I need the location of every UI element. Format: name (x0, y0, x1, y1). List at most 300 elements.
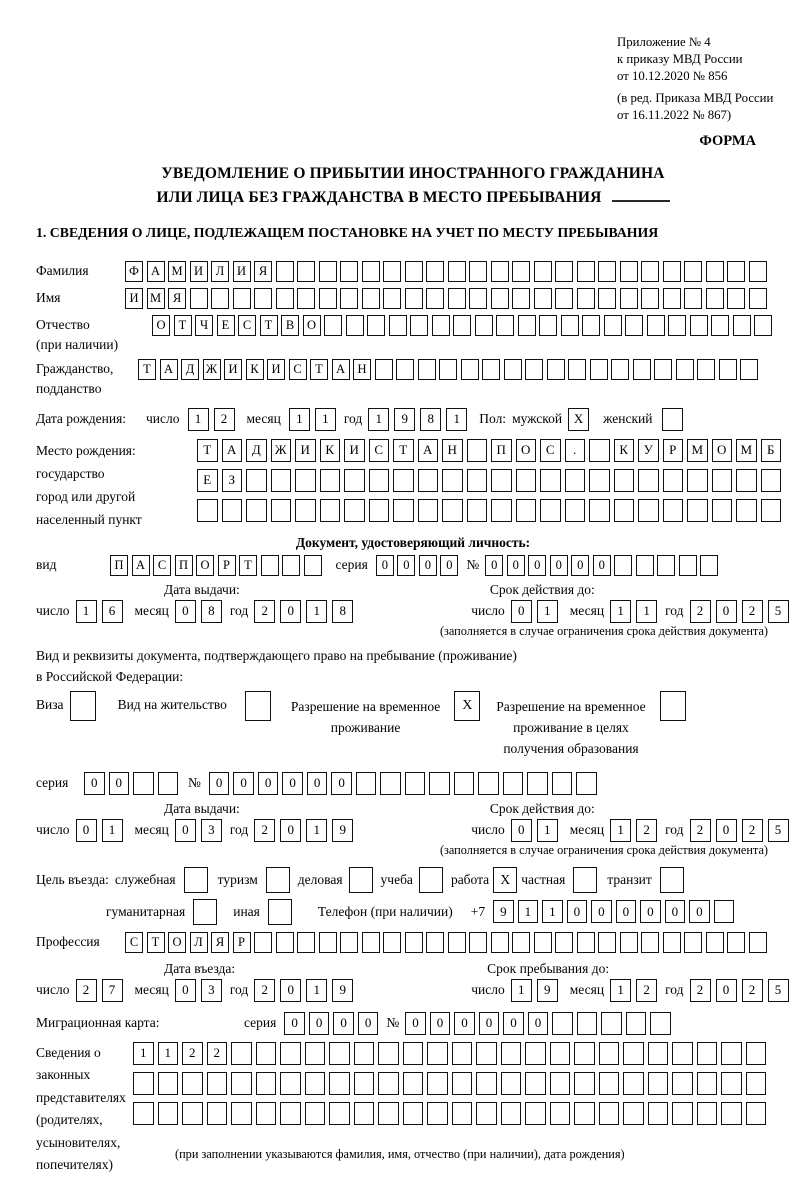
id-kind-cell[interactable]: П (110, 555, 128, 576)
citizenship-cell[interactable]: И (267, 359, 285, 380)
citizenship-cell[interactable] (654, 359, 672, 380)
citizenship-cell[interactable] (375, 359, 393, 380)
birthplace-cell[interactable]: У (638, 439, 659, 462)
res-issue-day-cell[interactable]: 0 (76, 819, 97, 842)
birth-year-cell[interactable]: 1 (446, 408, 467, 431)
name-cell[interactable] (512, 288, 530, 309)
legal-rep-cell[interactable] (329, 1072, 350, 1095)
migration-number-cell[interactable] (601, 1012, 622, 1035)
patronymic-cell[interactable]: В (281, 315, 299, 336)
migration-series-cell[interactable]: 0 (358, 1012, 379, 1035)
legal-rep-cell[interactable] (231, 1042, 252, 1065)
profession-cell[interactable] (555, 932, 573, 953)
citizenship-cell[interactable]: А (160, 359, 178, 380)
legal-rep-cell[interactable] (207, 1102, 228, 1125)
id-issue-month-cell[interactable]: 0 (175, 600, 196, 623)
birthplace-cell[interactable]: Ж (271, 439, 292, 462)
legal-rep-cell[interactable] (133, 1072, 154, 1095)
residence-series-cell[interactable]: 0 (84, 772, 105, 795)
legal-rep-cell[interactable] (305, 1102, 326, 1125)
residence-number-cell[interactable] (503, 772, 524, 795)
birthplace-cell[interactable]: С (369, 439, 390, 462)
birthplace-cell[interactable] (467, 469, 488, 492)
id-valid-year-cell[interactable]: 5 (768, 600, 789, 623)
patronymic-cell[interactable]: Ч (195, 315, 213, 336)
legal-rep-cell[interactable] (648, 1072, 669, 1095)
phone-cell[interactable]: 1 (518, 900, 539, 923)
legal-rep-cell[interactable] (574, 1042, 595, 1065)
name-cell[interactable] (641, 288, 659, 309)
stay-month-cell[interactable]: 1 (610, 979, 631, 1002)
id-valid-day-cell[interactable]: 1 (537, 600, 558, 623)
stay-year-cell[interactable]: 2 (742, 979, 763, 1002)
stay-day-cell[interactable]: 1 (511, 979, 532, 1002)
profession-cell[interactable] (469, 932, 487, 953)
name-cell[interactable]: И (125, 288, 143, 309)
legal-rep-cell[interactable] (403, 1042, 424, 1065)
surname-cell[interactable] (706, 261, 724, 282)
legal-rep-cell[interactable] (427, 1072, 448, 1095)
birthplace-cell[interactable] (271, 469, 292, 492)
id-issue-year-cell[interactable]: 0 (280, 600, 301, 623)
patronymic-cell[interactable] (475, 315, 493, 336)
profession-cell[interactable] (663, 932, 681, 953)
birthplace-cell[interactable] (197, 499, 218, 522)
profession-cell[interactable] (577, 932, 595, 953)
birthplace-cell[interactable] (393, 499, 414, 522)
birthplace-cell[interactable]: Т (393, 439, 414, 462)
citizenship-cell[interactable]: И (224, 359, 242, 380)
legal-rep-cell[interactable] (501, 1072, 522, 1095)
legal-rep-cell[interactable] (182, 1072, 203, 1095)
birthplace-cell[interactable] (736, 499, 757, 522)
legal-rep-cell[interactable] (231, 1072, 252, 1095)
legal-rep-cell[interactable] (501, 1102, 522, 1125)
birthplace-cell[interactable]: К (614, 439, 635, 462)
birthplace-cell[interactable]: А (418, 439, 439, 462)
legal-rep-cell[interactable] (672, 1042, 693, 1065)
id-valid-month-cell[interactable]: 1 (610, 600, 631, 623)
id-issue-day-cell[interactable]: 6 (102, 600, 123, 623)
citizenship-cell[interactable]: К (246, 359, 264, 380)
profession-cell[interactable] (512, 932, 530, 953)
legal-rep-cell[interactable] (746, 1072, 767, 1095)
legal-rep-cell[interactable] (501, 1042, 522, 1065)
legal-rep-cell[interactable] (697, 1042, 718, 1065)
id-issue-day-cell[interactable]: 1 (76, 600, 97, 623)
birthplace-cell[interactable] (295, 469, 316, 492)
legal-rep-cell[interactable] (427, 1102, 448, 1125)
id-number-cell[interactable] (614, 555, 632, 576)
birth-year-cell[interactable]: 8 (420, 408, 441, 431)
surname-cell[interactable] (362, 261, 380, 282)
citizenship-cell[interactable] (633, 359, 651, 380)
other-checkbox-cell[interactable] (268, 899, 292, 925)
surname-cell[interactable] (620, 261, 638, 282)
birth-month-cell[interactable]: 1 (289, 408, 310, 431)
birth-month-cell[interactable]: 1 (315, 408, 336, 431)
patronymic-cell[interactable] (496, 315, 514, 336)
legal-rep-cell[interactable] (256, 1042, 277, 1065)
birthplace-cell[interactable]: М (687, 439, 708, 462)
birth-day-cell[interactable]: 1 (188, 408, 209, 431)
id-issue-year-cell[interactable]: 2 (254, 600, 275, 623)
residence-number-cell[interactable] (405, 772, 426, 795)
birthplace-cell[interactable] (638, 499, 659, 522)
patronymic-cell[interactable] (754, 315, 772, 336)
legal-rep-cell[interactable] (378, 1102, 399, 1125)
residence-number-cell[interactable]: 0 (258, 772, 279, 795)
res-valid-year-cell[interactable]: 5 (768, 819, 789, 842)
patronymic-cell[interactable]: О (152, 315, 170, 336)
res-valid-day-cell[interactable]: 1 (537, 819, 558, 842)
citizenship-cell[interactable] (461, 359, 479, 380)
surname-cell[interactable] (319, 261, 337, 282)
official-checkbox-cell[interactable] (184, 867, 208, 893)
residence-series-cell[interactable]: 0 (109, 772, 130, 795)
profession-cell[interactable]: Р (233, 932, 251, 953)
work-checkbox-cell[interactable]: X (493, 867, 517, 893)
legal-rep-cell[interactable] (133, 1102, 154, 1125)
surname-cell[interactable] (534, 261, 552, 282)
name-cell[interactable] (534, 288, 552, 309)
birthplace-cell[interactable]: М (736, 439, 757, 462)
patronymic-cell[interactable] (389, 315, 407, 336)
id-series-cell[interactable]: 0 (440, 555, 458, 576)
surname-cell[interactable] (749, 261, 767, 282)
birthplace-cell[interactable] (246, 469, 267, 492)
phone-cell[interactable]: 0 (689, 900, 710, 923)
birthplace-cell[interactable] (491, 469, 512, 492)
profession-cell[interactable] (534, 932, 552, 953)
patronymic-cell[interactable] (647, 315, 665, 336)
birthplace-cell[interactable] (761, 499, 782, 522)
birthplace-cell[interactable]: О (516, 439, 537, 462)
profession-cell[interactable]: Я (211, 932, 229, 953)
id-kind-cell[interactable] (304, 555, 322, 576)
migration-number-cell[interactable] (650, 1012, 671, 1035)
birthplace-cell[interactable] (418, 499, 439, 522)
res-issue-month-cell[interactable]: 0 (175, 819, 196, 842)
stay-year-cell[interactable]: 5 (768, 979, 789, 1002)
name-cell[interactable] (233, 288, 251, 309)
birthplace-cell[interactable] (491, 499, 512, 522)
legal-rep-cell[interactable] (599, 1042, 620, 1065)
id-kind-cell[interactable] (261, 555, 279, 576)
name-cell[interactable] (383, 288, 401, 309)
patronymic-cell[interactable]: С (238, 315, 256, 336)
id-kind-cell[interactable]: Т (239, 555, 257, 576)
birthplace-cell[interactable] (663, 499, 684, 522)
surname-cell[interactable] (727, 261, 745, 282)
residence-series-cell[interactable] (133, 772, 154, 795)
name-cell[interactable] (684, 288, 702, 309)
name-cell[interactable] (727, 288, 745, 309)
patronymic-cell[interactable]: Е (217, 315, 235, 336)
legal-rep-cell[interactable] (207, 1072, 228, 1095)
surname-cell[interactable] (684, 261, 702, 282)
citizenship-cell[interactable] (439, 359, 457, 380)
phone-cell[interactable]: 0 (665, 900, 686, 923)
birthplace-cell[interactable]: . (565, 439, 586, 462)
citizenship-cell[interactable]: А (332, 359, 350, 380)
entry-year-cell[interactable]: 2 (254, 979, 275, 1002)
residence-series-cell[interactable] (158, 772, 179, 795)
legal-rep-cell[interactable] (256, 1102, 277, 1125)
entry-month-cell[interactable]: 3 (201, 979, 222, 1002)
birthplace-cell[interactable] (320, 499, 341, 522)
legal-rep-cell[interactable] (525, 1102, 546, 1125)
birthplace-cell[interactable] (614, 469, 635, 492)
profession-cell[interactable] (276, 932, 294, 953)
birthplace-cell[interactable] (467, 499, 488, 522)
name-cell[interactable] (297, 288, 315, 309)
residence-number-cell[interactable]: 0 (282, 772, 303, 795)
visa-checkbox-cell[interactable] (70, 691, 96, 721)
residence-number-cell[interactable] (478, 772, 499, 795)
res-valid-month-cell[interactable]: 1 (610, 819, 631, 842)
birthplace-cell[interactable] (516, 469, 537, 492)
id-number-cell[interactable] (657, 555, 675, 576)
legal-rep-cell[interactable] (378, 1042, 399, 1065)
legal-rep-cell[interactable] (648, 1102, 669, 1125)
id-number-cell[interactable]: 0 (507, 555, 525, 576)
birthplace-cell[interactable] (393, 469, 414, 492)
birthplace-cell[interactable] (687, 469, 708, 492)
patronymic-cell[interactable] (625, 315, 643, 336)
legal-rep-cell[interactable] (452, 1042, 473, 1065)
name-cell[interactable]: М (147, 288, 165, 309)
birthplace-cell[interactable] (614, 499, 635, 522)
entry-year-cell[interactable]: 9 (332, 979, 353, 1002)
id-issue-month-cell[interactable]: 8 (201, 600, 222, 623)
name-cell[interactable] (340, 288, 358, 309)
birthplace-cell[interactable] (761, 469, 782, 492)
legal-rep-cell[interactable] (452, 1072, 473, 1095)
citizenship-cell[interactable] (568, 359, 586, 380)
legal-rep-cell[interactable] (329, 1102, 350, 1125)
entry-month-cell[interactable]: 0 (175, 979, 196, 1002)
citizenship-cell[interactable] (418, 359, 436, 380)
birthplace-cell[interactable] (663, 469, 684, 492)
legal-rep-cell[interactable] (280, 1072, 301, 1095)
residence-permit-checkbox-cell[interactable] (245, 691, 271, 721)
name-cell[interactable] (254, 288, 272, 309)
patronymic-cell[interactable] (668, 315, 686, 336)
citizenship-cell[interactable] (396, 359, 414, 380)
tourism-checkbox-cell[interactable] (266, 867, 290, 893)
legal-rep-cell[interactable] (305, 1042, 326, 1065)
id-valid-year-cell[interactable]: 2 (742, 600, 763, 623)
birthplace-cell[interactable] (589, 499, 610, 522)
legal-rep-cell[interactable] (746, 1042, 767, 1065)
name-cell[interactable] (426, 288, 444, 309)
birthplace-cell[interactable] (418, 469, 439, 492)
patronymic-cell[interactable] (539, 315, 557, 336)
birthplace-cell[interactable] (344, 469, 365, 492)
patronymic-cell[interactable] (733, 315, 751, 336)
surname-cell[interactable] (577, 261, 595, 282)
legal-rep-cell[interactable] (599, 1102, 620, 1125)
legal-rep-cell[interactable] (623, 1102, 644, 1125)
birthplace-cell[interactable] (565, 469, 586, 492)
patronymic-cell[interactable] (518, 315, 536, 336)
surname-cell[interactable] (641, 261, 659, 282)
citizenship-cell[interactable]: С (289, 359, 307, 380)
res-valid-month-cell[interactable]: 2 (636, 819, 657, 842)
migration-number-cell[interactable]: 0 (405, 1012, 426, 1035)
birthplace-cell[interactable] (589, 439, 610, 462)
profession-cell[interactable] (383, 932, 401, 953)
birthplace-cell[interactable]: Е (197, 469, 218, 492)
id-number-cell[interactable]: 0 (571, 555, 589, 576)
private-checkbox-cell[interactable] (573, 867, 597, 893)
legal-rep-cell[interactable]: 2 (182, 1042, 203, 1065)
birth-year-cell[interactable]: 1 (368, 408, 389, 431)
surname-cell[interactable] (383, 261, 401, 282)
id-number-cell[interactable]: 0 (485, 555, 503, 576)
legal-rep-cell[interactable] (721, 1072, 742, 1095)
birthplace-cell[interactable]: Д (246, 439, 267, 462)
patronymic-cell[interactable] (690, 315, 708, 336)
legal-rep-cell[interactable] (721, 1102, 742, 1125)
birthplace-cell[interactable]: И (344, 439, 365, 462)
legal-rep-cell[interactable] (721, 1042, 742, 1065)
legal-rep-cell[interactable] (574, 1072, 595, 1095)
legal-rep-cell[interactable] (623, 1042, 644, 1065)
birth-year-cell[interactable]: 9 (394, 408, 415, 431)
birthplace-cell[interactable]: С (540, 439, 561, 462)
legal-rep-cell[interactable] (476, 1072, 497, 1095)
business-checkbox-cell[interactable] (349, 867, 373, 893)
birthplace-cell[interactable] (638, 469, 659, 492)
id-number-cell[interactable]: 0 (528, 555, 546, 576)
legal-rep-cell[interactable] (158, 1072, 179, 1095)
legal-rep-cell[interactable] (525, 1042, 546, 1065)
name-cell[interactable] (319, 288, 337, 309)
id-number-cell[interactable] (636, 555, 654, 576)
surname-cell[interactable]: И (233, 261, 251, 282)
citizenship-cell[interactable] (611, 359, 629, 380)
patronymic-cell[interactable] (410, 315, 428, 336)
birthplace-cell[interactable] (369, 469, 390, 492)
name-cell[interactable] (405, 288, 423, 309)
legal-rep-cell[interactable]: 2 (207, 1042, 228, 1065)
profession-cell[interactable] (491, 932, 509, 953)
migration-series-cell[interactable]: 0 (284, 1012, 305, 1035)
study-checkbox-cell[interactable] (419, 867, 443, 893)
citizenship-cell[interactable]: Н (353, 359, 371, 380)
birthplace-cell[interactable] (271, 499, 292, 522)
legal-rep-cell[interactable] (158, 1102, 179, 1125)
legal-rep-cell[interactable] (378, 1072, 399, 1095)
birthplace-cell[interactable] (540, 469, 561, 492)
profession-cell[interactable] (706, 932, 724, 953)
profession-cell[interactable] (254, 932, 272, 953)
legal-rep-cell[interactable] (231, 1102, 252, 1125)
citizenship-cell[interactable] (504, 359, 522, 380)
migration-series-cell[interactable]: 0 (333, 1012, 354, 1035)
id-valid-day-cell[interactable]: 0 (511, 600, 532, 623)
phone-cell[interactable]: 0 (591, 900, 612, 923)
profession-cell[interactable] (684, 932, 702, 953)
id-valid-month-cell[interactable]: 1 (636, 600, 657, 623)
migration-number-cell[interactable]: 0 (503, 1012, 524, 1035)
citizenship-cell[interactable] (590, 359, 608, 380)
citizenship-cell[interactable] (482, 359, 500, 380)
birthplace-cell[interactable] (295, 499, 316, 522)
citizenship-cell[interactable]: Д (181, 359, 199, 380)
res-issue-month-cell[interactable]: 3 (201, 819, 222, 842)
entry-day-cell[interactable]: 2 (76, 979, 97, 1002)
legal-rep-cell[interactable] (672, 1072, 693, 1095)
patronymic-cell[interactable] (453, 315, 471, 336)
name-cell[interactable] (448, 288, 466, 309)
legal-rep-cell[interactable] (525, 1072, 546, 1095)
legal-rep-cell[interactable] (476, 1102, 497, 1125)
patronymic-cell[interactable] (367, 315, 385, 336)
surname-cell[interactable] (276, 261, 294, 282)
legal-rep-cell[interactable] (550, 1042, 571, 1065)
patronymic-cell[interactable] (582, 315, 600, 336)
phone-cell[interactable] (714, 900, 735, 923)
surname-cell[interactable] (512, 261, 530, 282)
birthplace-cell[interactable] (442, 499, 463, 522)
stay-month-cell[interactable]: 2 (636, 979, 657, 1002)
name-cell[interactable] (211, 288, 229, 309)
legal-rep-cell[interactable] (354, 1072, 375, 1095)
profession-cell[interactable]: Л (190, 932, 208, 953)
phone-cell[interactable]: 0 (567, 900, 588, 923)
legal-rep-cell[interactable] (623, 1072, 644, 1095)
name-cell[interactable] (491, 288, 509, 309)
profession-cell[interactable] (620, 932, 638, 953)
birthplace-cell[interactable]: А (222, 439, 243, 462)
surname-cell[interactable] (448, 261, 466, 282)
birthplace-cell[interactable] (369, 499, 390, 522)
birthplace-cell[interactable] (344, 499, 365, 522)
id-kind-cell[interactable]: О (196, 555, 214, 576)
legal-rep-cell[interactable] (280, 1102, 301, 1125)
surname-cell[interactable] (491, 261, 509, 282)
citizenship-cell[interactable]: Т (310, 359, 328, 380)
legal-rep-cell[interactable] (574, 1102, 595, 1125)
name-cell[interactable] (276, 288, 294, 309)
surname-cell[interactable] (469, 261, 487, 282)
phone-cell[interactable]: 0 (640, 900, 661, 923)
id-series-cell[interactable]: 0 (397, 555, 415, 576)
birthplace-cell[interactable] (516, 499, 537, 522)
res-issue-day-cell[interactable]: 1 (102, 819, 123, 842)
surname-cell[interactable] (598, 261, 616, 282)
name-cell[interactable] (577, 288, 595, 309)
migration-number-cell[interactable] (626, 1012, 647, 1035)
id-issue-year-cell[interactable]: 1 (306, 600, 327, 623)
legal-rep-cell[interactable] (476, 1042, 497, 1065)
birthplace-cell[interactable] (712, 499, 733, 522)
profession-cell[interactable]: С (125, 932, 143, 953)
residence-number-cell[interactable]: 0 (307, 772, 328, 795)
male-checkbox-cell[interactable]: X (568, 408, 589, 431)
id-issue-year-cell[interactable]: 8 (332, 600, 353, 623)
residence-number-cell[interactable]: 0 (331, 772, 352, 795)
id-number-cell[interactable] (679, 555, 697, 576)
residence-number-cell[interactable] (576, 772, 597, 795)
birthplace-cell[interactable] (736, 469, 757, 492)
birthplace-cell[interactable]: О (712, 439, 733, 462)
legal-rep-cell[interactable] (256, 1072, 277, 1095)
legal-rep-cell[interactable] (648, 1042, 669, 1065)
